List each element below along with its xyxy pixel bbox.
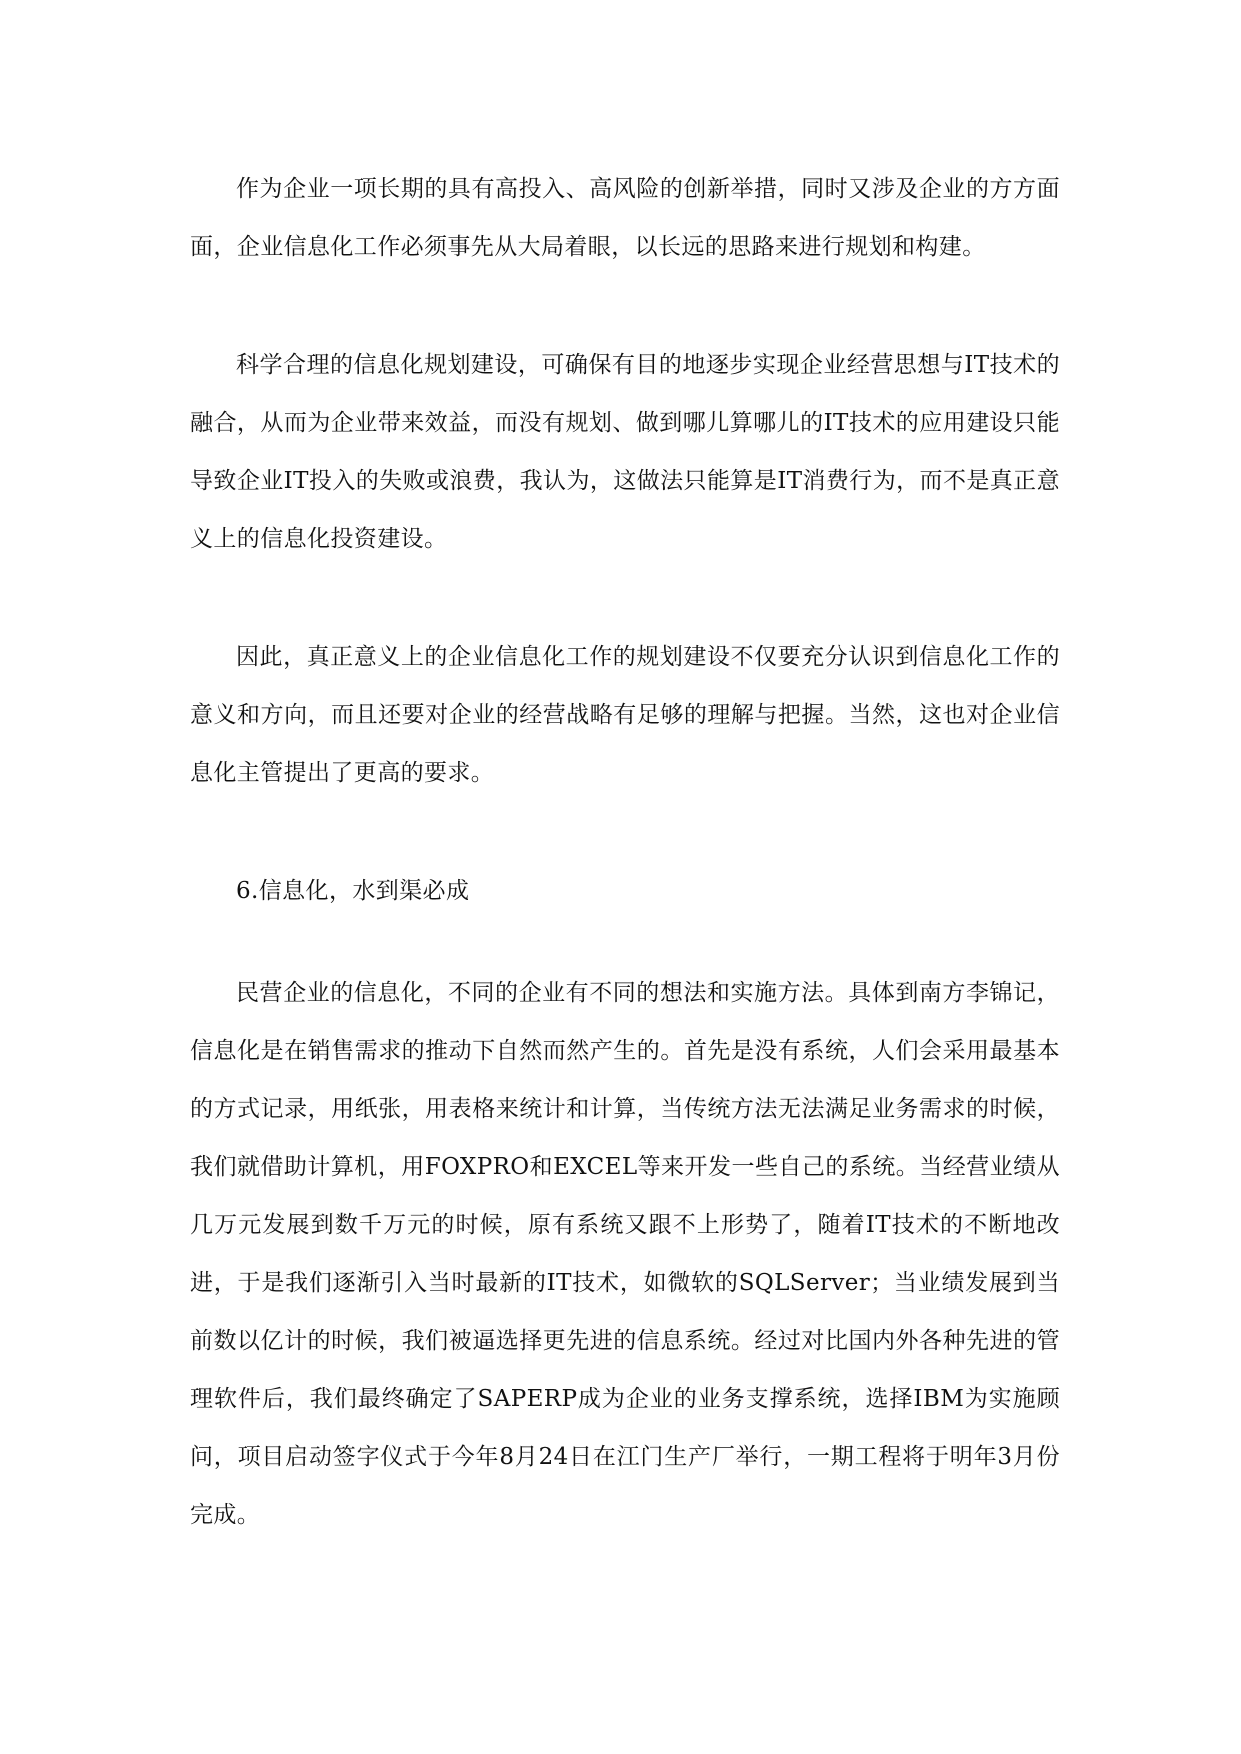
paragraph-3: 因此，真正意义上的企业信息化工作的规划建设不仅要充分认识到信息化工作的意义和方向，而且还要对企业的经营战略有足够的理解与把握。当然，这也对企业信息化主管提出了更高的要求。: [190, 644, 1060, 786]
paragraph-4: 民营企业的信息化，不同的企业有不同的想法和实施方法。具体到南方李锦记，信息化是在销售需求的推动下自然而然产生的。首先是没有系统，人们会采用最基本的方式记录，用纸张，用表格来统计和计算，当传统方法无法满足业务需求的时候，我们就借助计算机，用FOXPRO和EXCEL等来开发一些自己的系统。当经营业绩从几万元发展到数千万元的时候，原有系统又跟不上形势了，随着IT技术的不断地改进，于是我们逐渐引入当时最新的IT技术，如微软的SQLServer；当业绩发展到当前数以亿计的时候，我们被逼选择更先进的信息系统。经过对比国内外各种先进的管理软件后，我们最终确定了SAPERP成为企业的业务支撑系统，选择IBM为实施顾问，项目启动签字仪式于今年8月24日在江门生产厂举行，一期工程将于明年3月份完成。: [190, 980, 1060, 1528]
paragraph-2: 科学合理的信息化规划建设，可确保有目的地逐步实现企业经营思想与IT技术的融合，从而为企业带来效益，而没有规划、做到哪儿算哪儿的IT技术的应用建设只能导致企业IT投入的失败或浪费，我认为，这做法只能算是IT消费行为，而不是真正意义上的信息化投资建设。: [190, 352, 1060, 552]
paragraph-1: 作为企业一项长期的具有高投入、高风险的创新举措，同时又涉及企业的方方面面，企业信息化工作必须事先从大局着眼，以长远的思路来进行规划和构建。: [190, 176, 1060, 260]
section-heading: 6.信息化，水到渠必成: [236, 878, 470, 904]
